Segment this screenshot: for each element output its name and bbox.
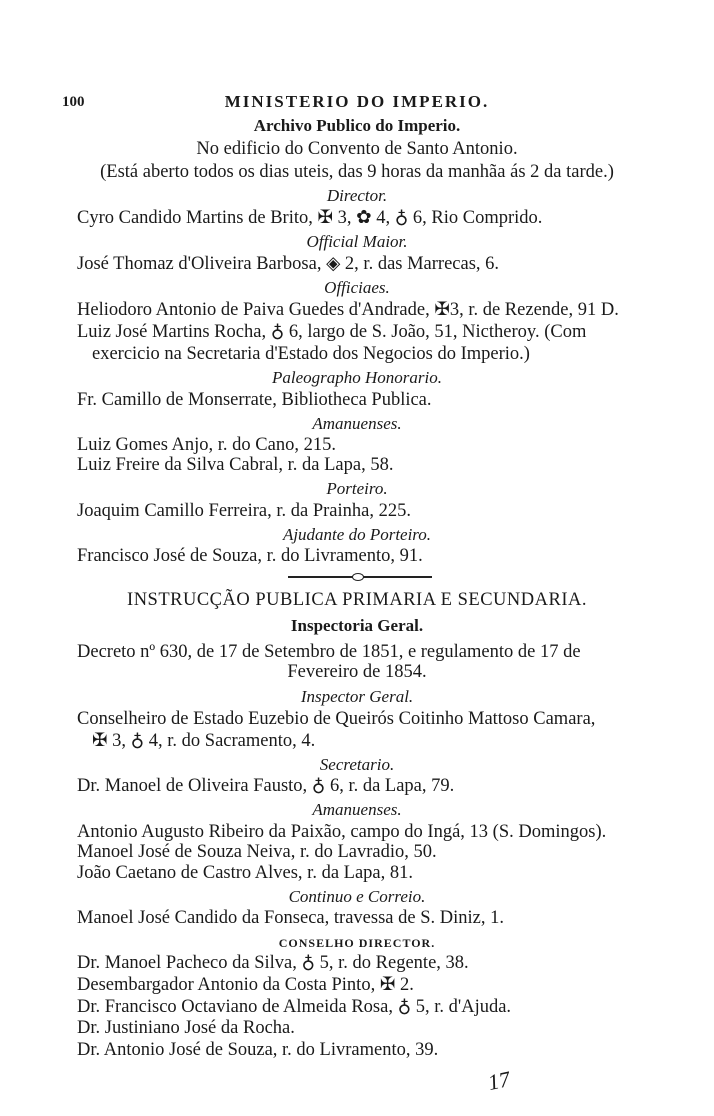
- page-number: 100: [62, 94, 85, 110]
- entry: José Thomaz d'Oliveira Barbosa, ◈ 2, r. das Marrecas, 6.: [77, 254, 500, 274]
- entry: Dr. Francisco Octaviano de Almeida Rosa, ♁ 5, r. d'Ajuda.: [77, 997, 512, 1017]
- entry: Manoel José de Souza Neiva, r. do Lavradio, 50.: [77, 842, 437, 862]
- entry: Dr. Manoel de Oliveira Fausto, ♁ 6, r. da Lapa, 79.: [77, 776, 455, 796]
- role-label: Officiaes.: [324, 278, 390, 297]
- entry: Dr. Manoel Pacheco da Silva, ♁ 5, r. do Regente, 38.: [77, 953, 469, 973]
- role-label: Amanuenses.: [312, 800, 402, 819]
- entry: Luiz Gomes Anjo, r. do Cano, 215.: [77, 435, 336, 455]
- section-heading: Archivo Publico do Imperio.: [253, 116, 461, 135]
- section-heading: INSTRUCÇÃO PUBLICA PRIMARIA E SECUNDARIA.: [127, 590, 587, 610]
- entry: Manoel José Candido da Fonseca, travessa de S. Diniz, 1.: [77, 908, 504, 928]
- entry: Desembargador Antonio da Costa Pinto, ✠ 2.: [77, 975, 414, 995]
- entry: ✠ 3, ♁ 4, r. do Sacramento, 4.: [92, 731, 316, 751]
- role-label: Director.: [326, 186, 388, 205]
- signature-mark: 17: [485, 1065, 513, 1096]
- entry: Joaquim Camillo Ferreira, r. da Prainha, 225.: [77, 501, 411, 521]
- role-label: CONSELHO DIRECTOR.: [278, 936, 436, 950]
- entry: Fr. Camillo de Monserrate, Bibliotheca Publica.: [77, 390, 432, 410]
- entry: Cyro Candido Martins de Brito, ✠ 3, ✿ 4, ♁ 6, Rio Comprido.: [77, 208, 543, 228]
- entry: Luiz José Martins Rocha, ♁ 6, largo de S. João, 51, Nictheroy. (Com: [77, 322, 587, 342]
- entry: Luiz Freire da Silva Cabral, r. da Lapa, 58.: [77, 455, 394, 475]
- role-label: Porteiro.: [326, 479, 388, 498]
- role-label: Amanuenses.: [312, 414, 402, 433]
- entry: Antonio Augusto Ribeiro da Paixão, campo do Ingá, 13 (S. Domingos).: [77, 822, 607, 842]
- entry: Heliodoro Antonio de Paiva Guedes d'Andrade, ✠3, r. de Rezende, 91 D.: [77, 300, 619, 320]
- subsection-heading: Inspectoria Geral.: [290, 616, 424, 635]
- role-label: Ajudante do Porteiro.: [282, 525, 432, 544]
- entry: Dr. Justiniano José da Rocha.: [77, 1018, 295, 1038]
- running-title: MINISTERIO DO IMPERIO.: [224, 92, 490, 111]
- role-label: Continuo e Correio.: [288, 887, 426, 906]
- entry: exercicio na Secretaria d'Estado dos Negocios do Imperio.): [92, 344, 530, 364]
- role-label: Paleographo Honorario.: [272, 368, 442, 387]
- entry: João Caetano de Castro Alves, r. da Lapa, 81.: [77, 863, 413, 883]
- ornamental-divider: [288, 576, 432, 578]
- entry: Fevereiro de 1854.: [287, 662, 427, 682]
- role-label: Official Maior.: [306, 232, 408, 251]
- role-label: Inspector Geral.: [300, 687, 414, 706]
- entry: Dr. Antonio José de Souza, r. do Livramento, 39.: [77, 1040, 439, 1060]
- entry: Conselheiro de Estado Euzebio de Queirós Coitinho Mattoso Camara,: [77, 709, 596, 729]
- role-label: Secretario.: [319, 755, 395, 774]
- entry: Francisco José de Souza, r. do Livramento, 91.: [77, 546, 423, 566]
- hours: (Está aberto todos os dias uteis, das 9 horas da manhãa ás 2 da tarde.): [100, 162, 614, 182]
- entry: Decreto nº 630, de 17 de Setembro de 1851, e regulamento de 17 de: [77, 642, 581, 662]
- location: No edificio do Convento de Santo Antonio.: [196, 139, 518, 159]
